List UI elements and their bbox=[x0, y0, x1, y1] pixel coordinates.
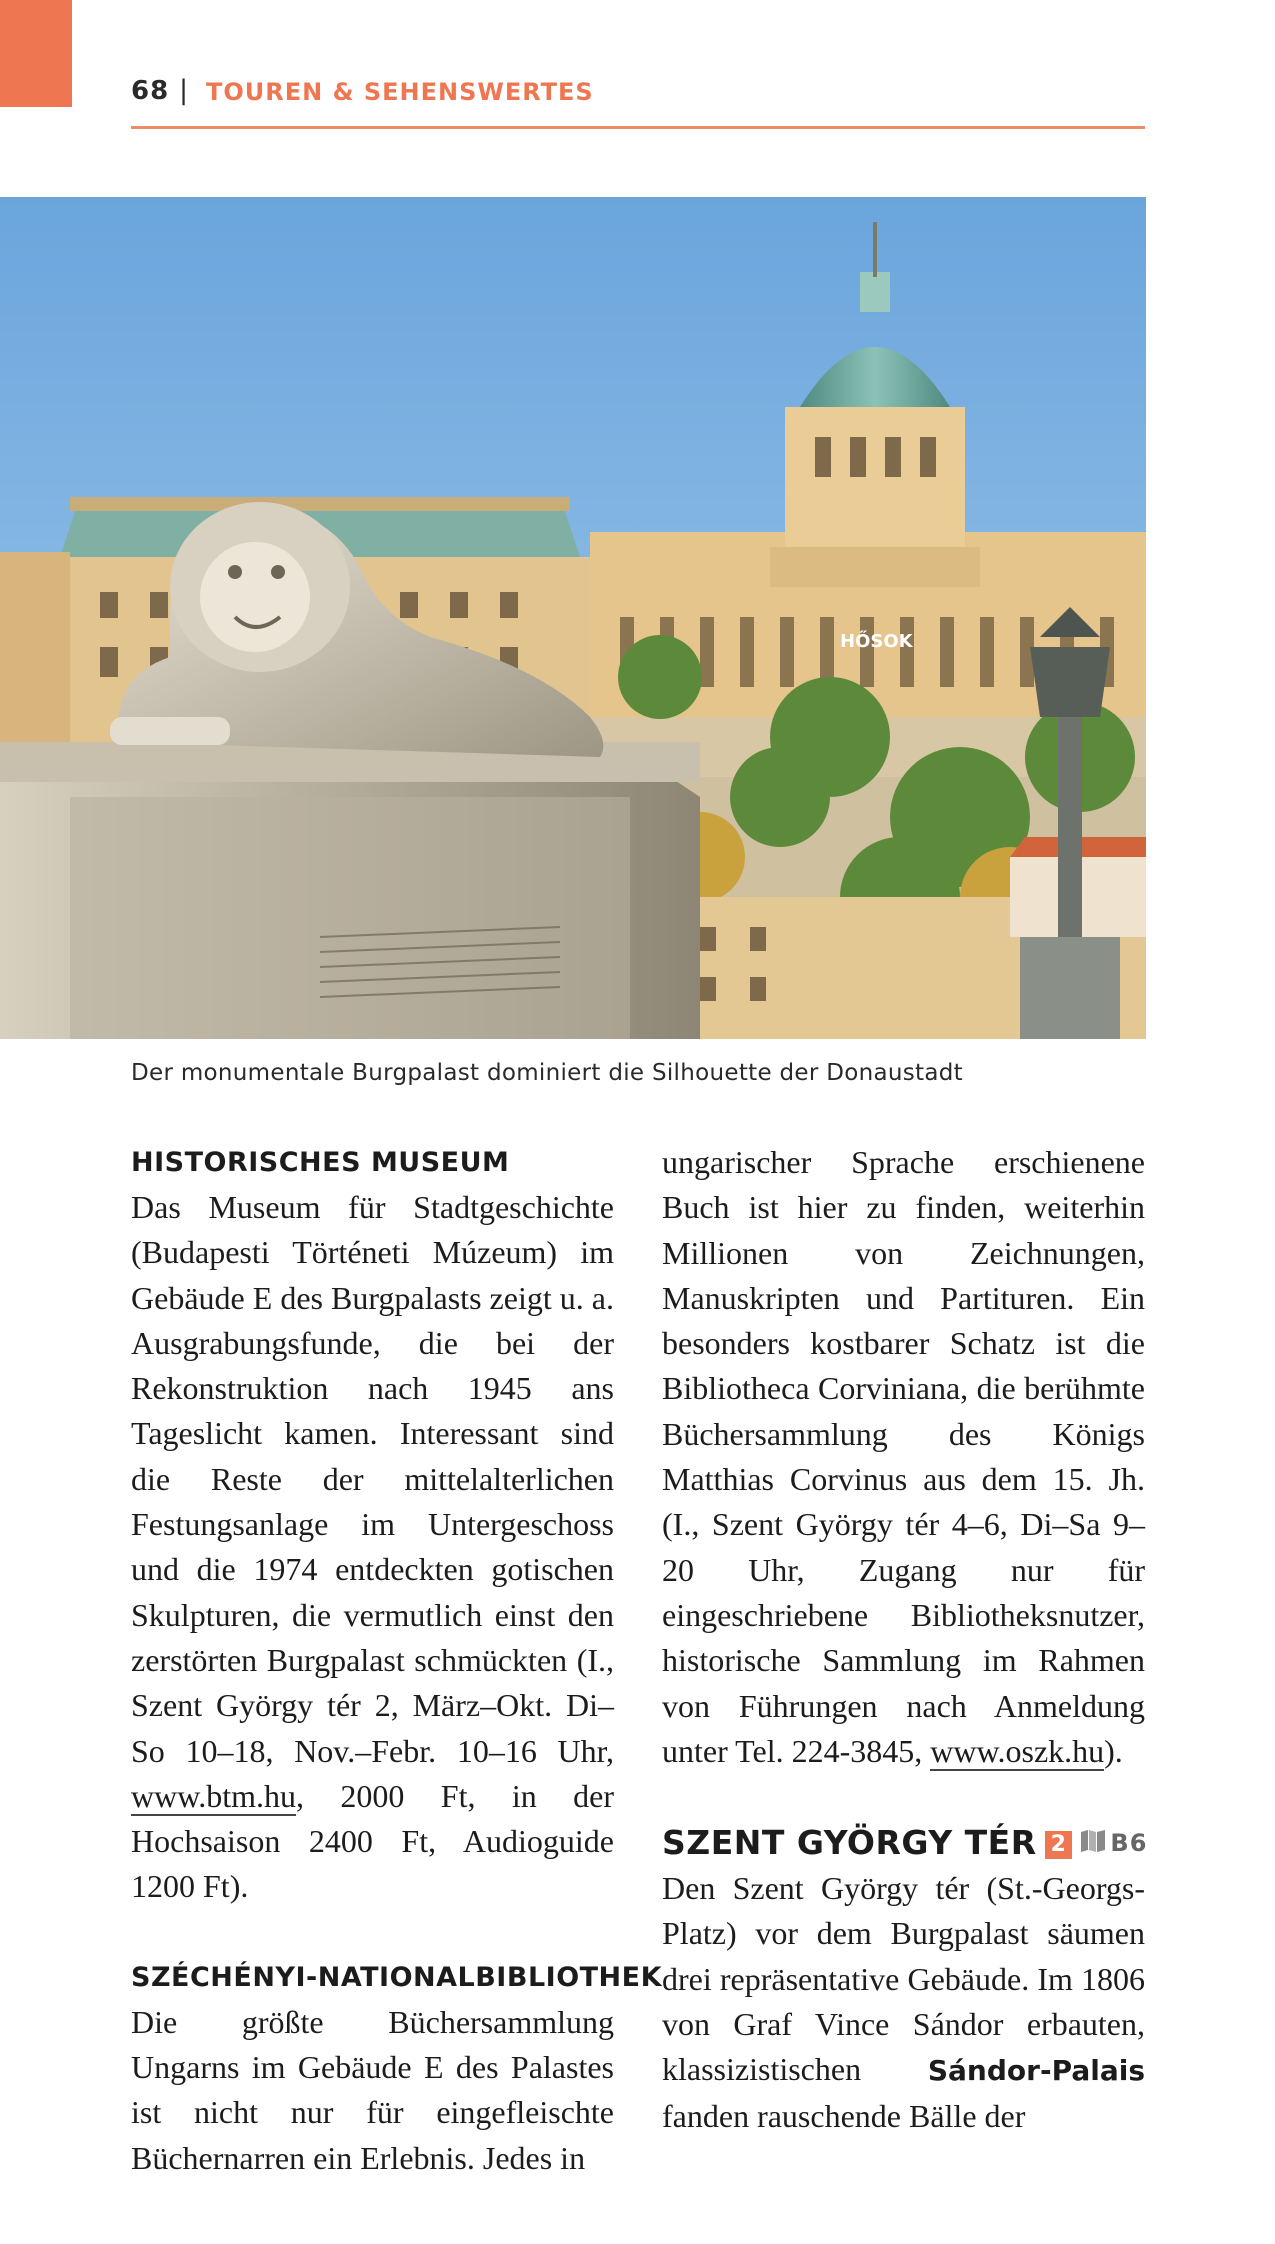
heading-szent-gyorgy-ter bbox=[662, 1819, 1148, 1866]
corner-tab bbox=[0, 0, 72, 107]
page-number: 68 bbox=[131, 76, 170, 106]
photo-sign-text: HŐSOK bbox=[840, 631, 913, 652]
text-szent-gyorgy-ter-cont: fanden rauschende Bälle der bbox=[662, 2097, 1026, 2134]
text-nationalbibliothek-right bbox=[662, 1140, 1145, 1774]
text-nationalbibliothek-left: Die größte Büchersammlung Ungarns im Gebäude E des Palastes ist nicht nur für eingefleischte Büchernarren ein Erlebnis. Jedes in bbox=[131, 2003, 614, 2176]
photo-caption: Der monumentale Burgpalast dominiert die Silhouette der Donaustadt bbox=[131, 1060, 963, 1086]
photo-buda-castle bbox=[0, 197, 1146, 1039]
header-separator: | bbox=[179, 75, 189, 106]
text-szent-gyorgy-ter bbox=[662, 1866, 1145, 2139]
text-historisches-museum-intro: Das Museum für Stadtgeschichte (Budapesti Történeti Múzeum) im Gebäude E des Burgpalasts zeigt u. a. Ausgrabungsfunde, die bei der Rekonstruktion nach 1945 ans Tageslicht kamen. Interessant sind die Reste der mittelalterlichen Festungsanlage im Untergeschoss und die 1974 entdeckten gotischen Skulpturen, die vermutlich einst den zerstörten Burgpalast schmückten (I., Szent György tér 2, März–Okt. Di–So 10–18, Nov.–Febr. 10–16 Uhr, bbox=[131, 1189, 614, 1769]
text-nationalbibliothek-cont: ungarischer Sprache erschienene Buch ist hier zu finden, weiterhin Millionen von Zeichnungen, Manuskripten und Partituren. Ein besonders kostbarer Schatz ist die Bibliotheca Corviniana, die berühmte Büchersammlung des Königs Matthias Corvinus aus dem 15. Jh. (I., Szent György tér 4–6, Di–Sa 9–20 Uhr, Zugang nur für eingeschriebene Bibliotheksnutzer, historische Sammlung im Rahmen von Führungen nach Anmeldung unter Tel. 224-3845, bbox=[662, 1144, 1145, 1769]
section-title: TOUREN & SEHENSWERTES bbox=[206, 78, 594, 106]
text-nationalbibliothek-end: ). bbox=[1104, 1732, 1123, 1769]
map-icon bbox=[1080, 1819, 1106, 1864]
term-sandor-palais: Sándor-Palais bbox=[927, 2054, 1145, 2088]
page-header bbox=[131, 76, 1145, 129]
left-column bbox=[131, 1140, 663, 2181]
heading-nationalbibliothek: SZÉCHÉNYI-NATIONALBIBLIOTHEK bbox=[131, 1961, 663, 1993]
sight-number-badge: 2 bbox=[1045, 1831, 1073, 1859]
link-btm[interactable]: www.btm.hu bbox=[131, 1777, 297, 1814]
link-oszk[interactable]: www.oszk.hu bbox=[930, 1732, 1105, 1769]
text-historisches-museum-prices: , 2000 Ft, in der Hochsaison 2400 Ft, Audioguide 1200 Ft). bbox=[131, 1777, 614, 1905]
text-szent-gyorgy-ter-intro: Den Szent György tér (St.-Georgs-Platz) vor dem Burgpalast säumen drei repräsentative Gebäude. Im 1806 von Graf Vince Sándor erbauten, klassizistischen bbox=[662, 1870, 1145, 2088]
text-historisches-museum bbox=[131, 1185, 614, 1910]
heading-szent-gyorgy-ter-label: SZENT GYÖRGY TÉR bbox=[662, 1823, 1037, 1863]
heading-historisches-museum: HISTORISCHES MUSEUM bbox=[131, 1147, 510, 1178]
right-column bbox=[662, 1140, 1148, 2139]
map-reference: B6 bbox=[1110, 1829, 1148, 1858]
